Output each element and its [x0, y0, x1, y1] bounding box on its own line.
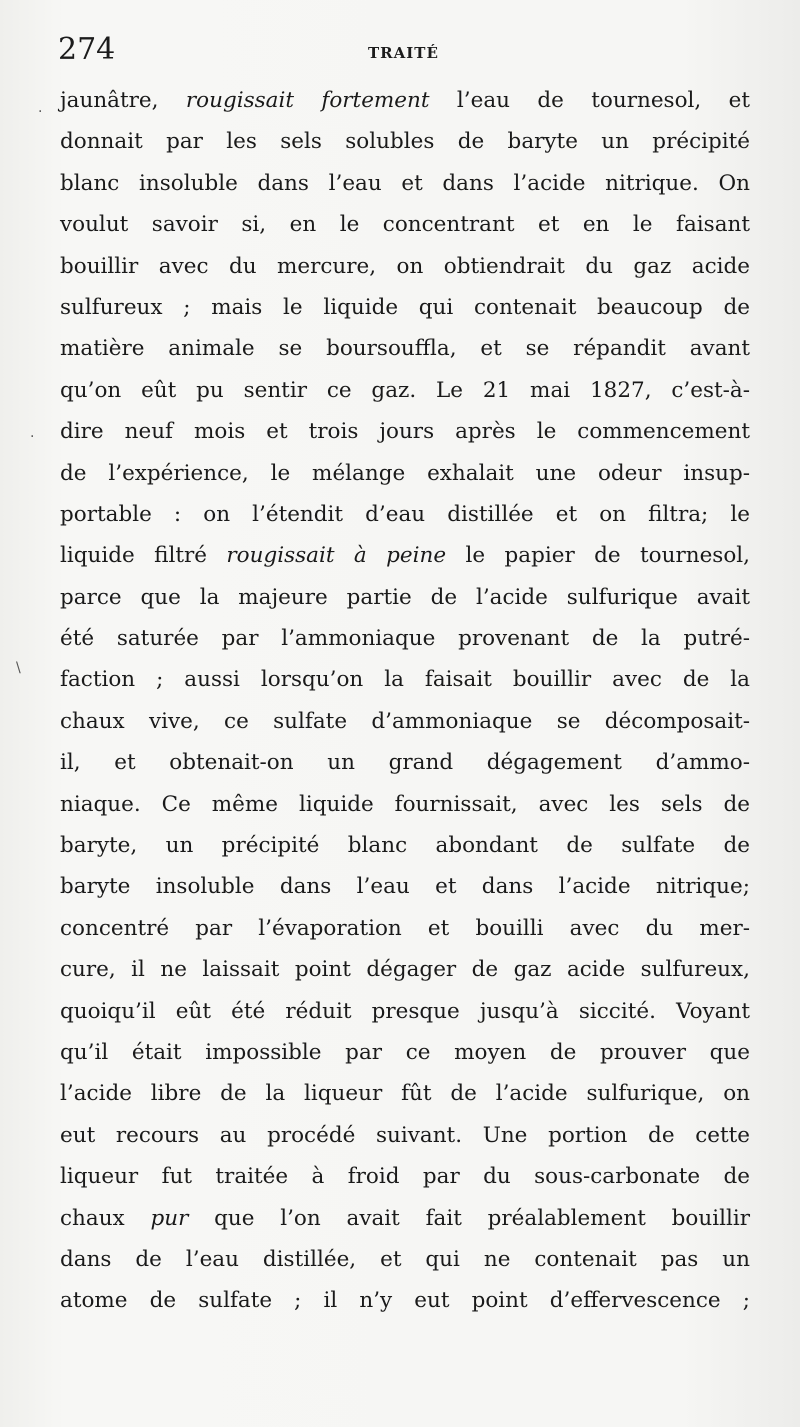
text-segment: chaux [60, 1205, 151, 1231]
text-segment: quoiqu’il eût été réduit presque jusqu’à siccité. Voyant [60, 998, 750, 1024]
text-line [60, 163, 750, 204]
text-segment: eut recours au procédé suivant. Une portion de cette [60, 1122, 750, 1148]
running-title: TRAITÉ [368, 44, 439, 62]
text-line [60, 991, 750, 1032]
text-line [60, 1198, 750, 1239]
margin-speck: . [38, 100, 43, 116]
text-line [60, 80, 750, 121]
text-segment: concentré par l’évaporation et bouilli avec du mer- [60, 915, 750, 941]
text-segment: qu’on eût pu sentir ce gaz. Le 21 mai 1827, c’est-à- [60, 377, 750, 403]
text-line [60, 866, 750, 907]
text-line [60, 453, 750, 494]
text-line [60, 1115, 750, 1156]
text-segment: le papier de tournesol, [446, 543, 750, 569]
text-line [60, 411, 750, 452]
text-line [60, 494, 750, 535]
text-line [60, 121, 750, 162]
text-segment: blanc insoluble dans l’eau et dans l’acide nitrique. On [60, 170, 750, 196]
margin-speck: \ [16, 660, 21, 676]
text-line [60, 701, 750, 742]
text-line [60, 577, 750, 618]
text-segment: de l’expérience, le mélange exhalait une odeur insup- [60, 460, 750, 486]
text-segment: cure, il ne laissait point dégager de gaz acide sulfureux, [60, 957, 750, 983]
text-segment: chaux vive, ce sulfate d’ammoniaque se décomposait- [60, 708, 750, 734]
text-segment: l’acide libre de la liqueur fût de l’acide sulfurique, on [60, 1081, 750, 1107]
text-segment: parce que la majeure partie de l’acide sulfurique avait [60, 584, 750, 610]
italic-segment: pur [150, 1205, 189, 1231]
text-segment: qu’il était impossible par ce moyen de prouver que [60, 1039, 750, 1065]
text-segment: que l’on avait fait préalablement bouillir [188, 1205, 750, 1231]
text-segment: liquide filtré [60, 543, 227, 569]
italic-segment: rougissait fortement [185, 88, 430, 113]
text-line [60, 784, 750, 825]
text-segment: voulut savoir si, en le concentrant et en le faisant [60, 212, 750, 238]
text-segment: donnait par les sels solubles de baryte un précipité [60, 129, 750, 155]
text-line [60, 1239, 750, 1280]
text-line [60, 825, 750, 866]
text-segment: portable : on l’étendit d’eau distillée et on filtra; le [60, 501, 750, 527]
text-segment: matière animale se boursouffla, et se répandit avant [60, 336, 750, 362]
text-segment: baryte insoluble dans l’eau et dans l’acide nitrique; [60, 874, 750, 900]
text-line [60, 742, 750, 783]
text-segment: dans de l’eau distillée, et qui ne contenait pas un [60, 1246, 750, 1272]
page-number: 274 [58, 32, 116, 67]
text-line [60, 328, 750, 369]
text-segment: sulfureux ; mais le liquide qui contenait beaucoup de [60, 294, 750, 320]
text-segment: dire neuf mois et trois jours après le commencement [60, 419, 750, 445]
text-segment: été saturée par l’ammoniaque provenant de la putré- [60, 626, 750, 652]
text-segment: jaunâtre, [60, 88, 186, 113]
text-line [60, 1280, 750, 1321]
body-text [60, 80, 750, 1322]
text-segment: baryte, un précipité blanc abondant de sulfate de [60, 833, 750, 859]
text-line [60, 908, 750, 949]
text-segment: liqueur fut traitée à froid par du sous-carbonate de [60, 1164, 750, 1190]
text-line [60, 949, 750, 990]
text-segment: l’eau de tournesol, et [429, 88, 750, 113]
text-segment: niaque. Ce même liquide fournissait, avec les sels de [60, 791, 750, 817]
text-line [60, 287, 750, 328]
text-segment: atome de sulfate ; il n’y eut point d’effervescence ; [60, 1288, 750, 1314]
running-head [58, 32, 748, 72]
text-line [60, 1073, 750, 1114]
text-line [60, 370, 750, 411]
text-line [60, 1156, 750, 1197]
text-line [60, 659, 750, 700]
text-line [60, 204, 750, 245]
text-segment: bouillir avec du mercure, on obtiendrait du gaz acide [60, 253, 750, 279]
text-segment: il, et obtenait-on un grand dégagement d’ammo- [60, 750, 750, 776]
margin-speck: . [30, 425, 35, 441]
text-line [60, 246, 750, 287]
text-line [60, 1032, 750, 1073]
text-line [60, 535, 750, 576]
text-line [60, 618, 750, 659]
italic-segment: rougissait à peine [226, 543, 447, 569]
text-segment: faction ; aussi lorsqu’on la faisait bouillir avec de la [60, 667, 750, 693]
